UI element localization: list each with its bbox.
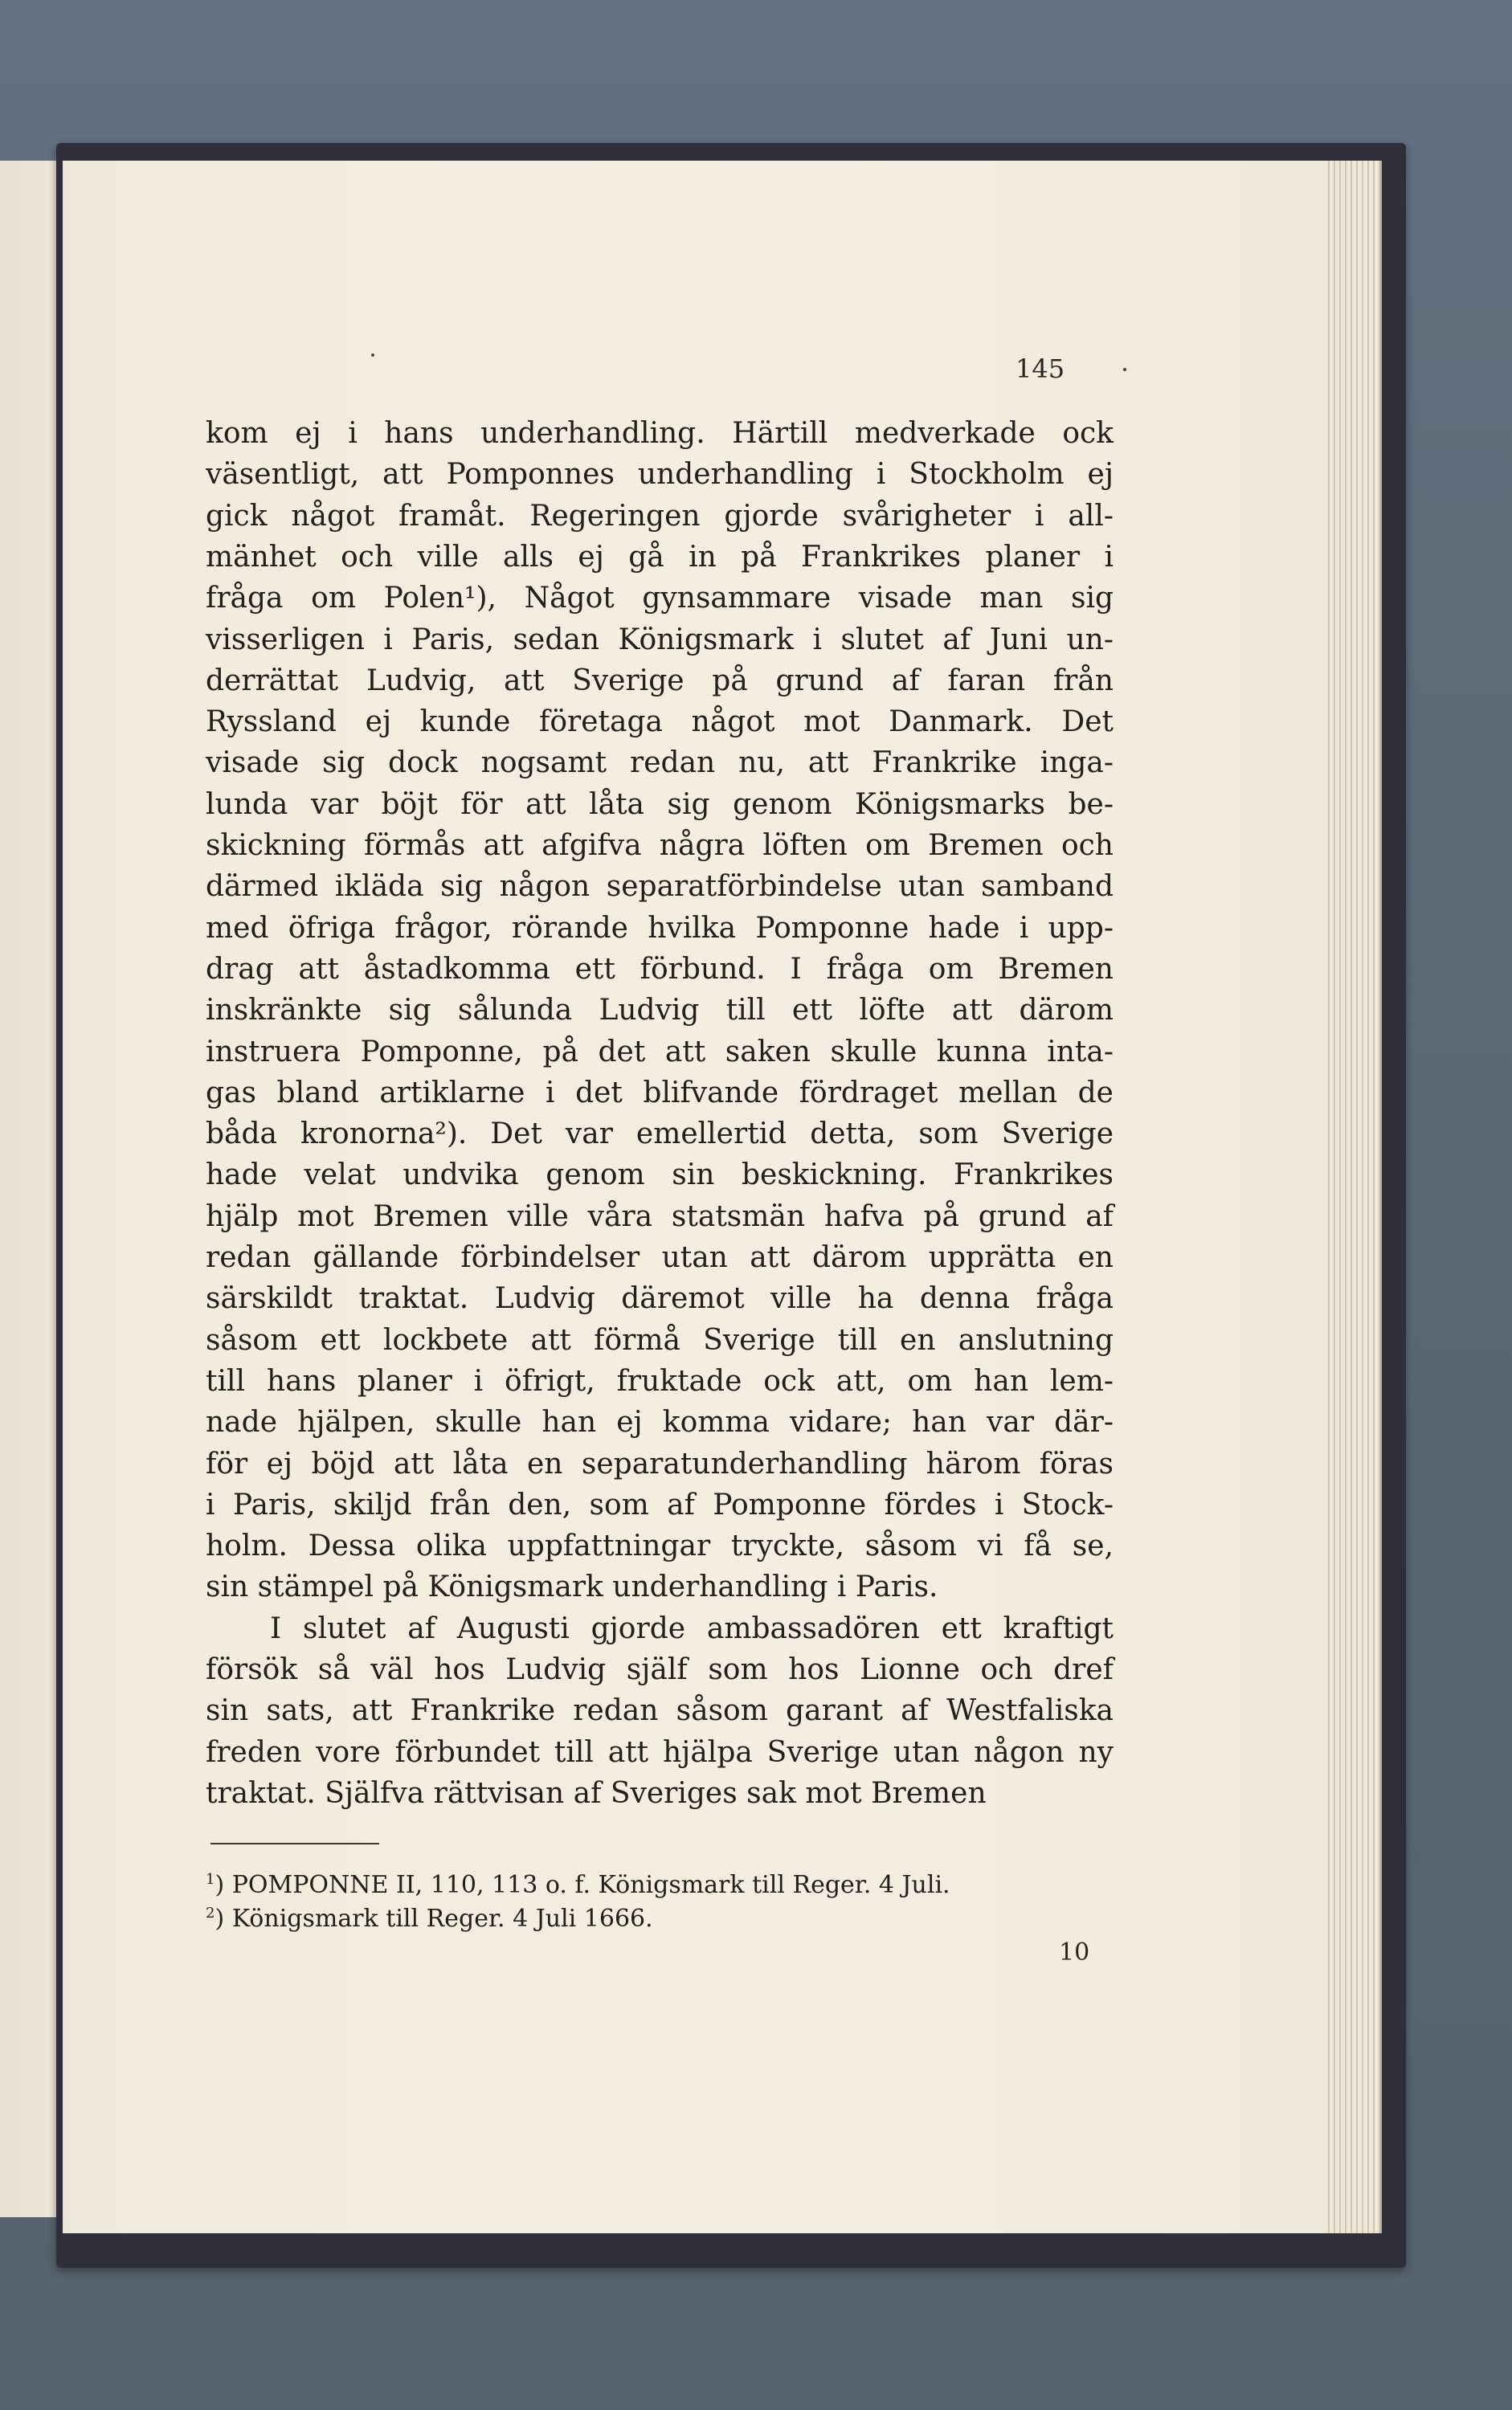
footnote-paren: ) [215,1905,232,1933]
ink-speck [371,353,374,357]
text-line: freden vore förbundet till att hjälpa Sverige utan någon ny [206,1735,1114,1769]
text-line: för ej böjd att låta en separatunderhandling härom föras [206,1447,1114,1481]
text-line: Ryssland ej kunde företaga något mot Danmark. Det [206,705,1114,739]
footnote [206,1899,1114,1934]
footnote-text: POMPONNE II, 110, 113 o. f. Königsmark till Reger. 4 Juli. [231,1871,950,1899]
text-line: mänhet och ville alls ej gå in på Frankrikes planer i [206,540,1114,574]
text-line: holm. Dessa olika uppfattningar tryckte, såsom vi få se, [206,1530,1114,1563]
text-line: hjälp mot Bremen ville våra statsmän hafva på grund af [206,1199,1114,1233]
footnote-rule [210,1843,379,1844]
text-line: försök så väl hos Ludvig själf som hos Lionne och dref [206,1653,1114,1686]
text-line: lunda var böjt för att låta sig genom Königsmarks be- [206,787,1114,821]
text-line: till hans planer i öfrigt, fruktade ock att, om han lem- [206,1364,1114,1398]
text-line: nade hjälpen, skulle han ej komma vidare; han var där- [206,1406,1114,1440]
text-line: sin stämpel på Königsmark underhandling i Paris. [206,1571,938,1604]
text-line: båda kronorna²). Det var emellertid detta, som Sverige [206,1117,1114,1151]
page-number: 145 [1015,353,1065,384]
text-line: instruera Pomponne, på det att saken skulle kunna inta- [206,1035,1114,1068]
footnote [206,1865,1114,1900]
footnote-mark: 1 [206,1871,215,1888]
text-line: särskildt traktat. Ludvig däremot ville ha denna fråga [206,1282,1114,1316]
text-line: sin sats, att Frankrike redan såsom garant af Westfaliska [206,1694,1114,1728]
text-line: traktat. Själfva rättvisan af Sveriges sak mot Bremen [206,1776,987,1810]
text-line: med öfriga frågor, rörande hvilka Pomponne hade i upp- [206,911,1114,945]
footnote-paren: ) [215,1871,232,1899]
text-line: inskränkte sig sålunda Ludvig till ett löfte att därom [206,994,1114,1027]
text-line: gas bland artiklarne i det blifvande fördraget mellan de [206,1076,1114,1109]
text-line: därmed ikläda sig någon separatförbindelse utan samband [206,870,1114,904]
text-line: kom ej i hans underhandling. Härtill medverkade ock [206,417,1114,450]
text-line: redan gällande förbindelser utan att därom upprätta en [206,1241,1114,1274]
text-line: hade velat undvika genom sin beskickning. Frankrikes [206,1158,1114,1192]
footnote-text: Königsmark till Reger. 4 Juli 1666. [231,1905,653,1933]
text-line: derrättat Ludvig, att Sverige på grund af faran från [206,664,1114,697]
text-line: såsom ett lockbete att förmå Sverige till en anslutning [206,1323,1114,1357]
text-line: drag att åstadkomma ett förbund. I fråga om Bremen [206,952,1114,986]
text-line: i Paris, skiljd från den, som af Pomponne fördes i Stock- [206,1488,1114,1522]
footnote-mark: 2 [206,1905,215,1922]
ink-speck [1123,368,1126,371]
text-line: I slutet af Augusti gjorde ambassadören ett kraftigt [270,1611,1114,1645]
text-line: visserligen i Paris, sedan Königsmark i slutet af Juni un- [206,623,1114,656]
text-line: visade sig dock nogsamt redan nu, att Frankrike inga- [206,746,1114,780]
page-block-edges [1324,161,1382,2233]
text-line: skickning förmås att afgifva några löften om Bremen och [206,829,1114,862]
signature-mark: 10 [1059,1938,1090,1967]
text-line: väsentligt, att Pomponnes underhandling i Stockholm ej [206,458,1114,492]
text-line: gick något framåt. Regeringen gjorde svårigheter i all- [206,499,1114,533]
text-line: fråga om Polen¹), Något gynsammare visade man sig [206,582,1114,615]
